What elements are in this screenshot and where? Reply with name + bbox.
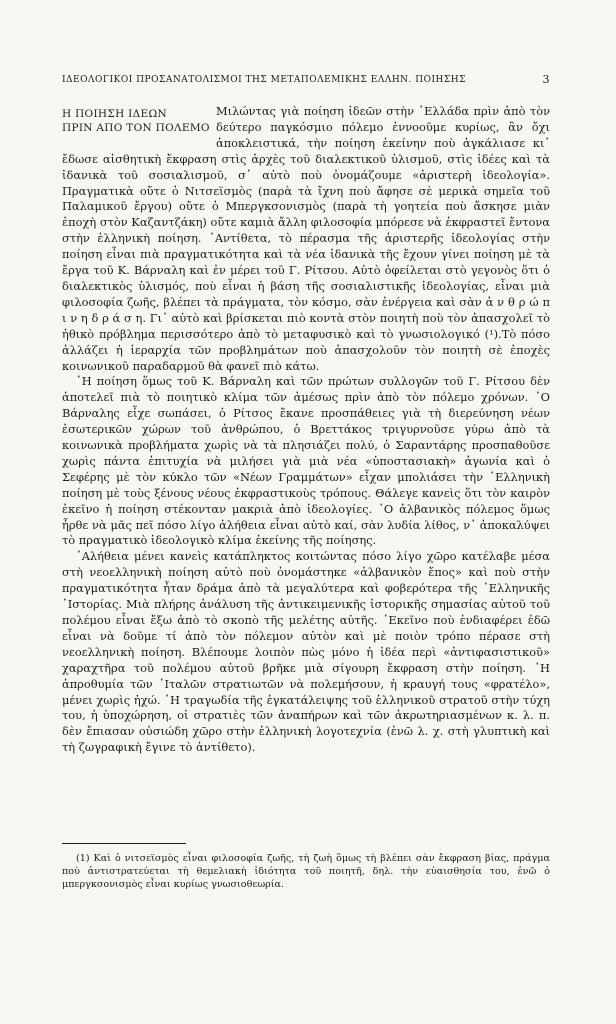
- section-heading-line-2: ΠΡΙΝ ΑΠΟ ΤΟΝ ΠΟΛΕΜΟ: [62, 122, 210, 134]
- running-head: [62, 72, 550, 88]
- section-heading: [62, 107, 210, 135]
- section-heading-line-1: Η ΠΟΙΗΣΗ ΙΔΕΩΝ: [62, 108, 167, 120]
- paragraph: Μιλώντας γιὰ ποίηση ἰδεῶν στὴν ῾Ελλάδα πρὶν ἀπὸ τὸν δεύτερο παγκόσμιο πόλεμο ἐννοοῦμε κυρίως, ἂν ὄχι ἀποκλειστικά, τὴν ποίηση ἐκείνην ποὺ ἀγκάλιασε κι᾿ ἔδωσε αἰσθητικὴ ἔκφραση στὶς ἀρχὲς τοῦ διαλεκτικοῦ ὑλισμοῦ, στὶς ἰδέες καὶ τὰ ἰδανικὰ τοῦ σοσιαλισμοῦ, σ᾿ αὐτὸ ποὺ ὀνομάζουμε «ἀριστερὴ ἰδεολογία». Πραγματικὰ οὔτε ὁ Νιτσεϊσμὸς (παρὰ τὰ ἴχνη ποὺ ἄφησε σὲ μερικὰ σημεῖα τοῦ Παλαμικοῦ ἔργου) οὔτε ὁ Μπεργκσονισμὸς (παρὰ τὴ γοητεία ποὺ ἄσκησε μιὰν ἐποχὴ στὸν Καζαντζάκη) οὔτε καμιὰ ἄλλη φιλοσοφία μπόρεσε νὰ ἐκφραστεῖ ἔντονα στὴν ἑλληνικὴ ποίηση. ᾿Αντίθετα, τὸ πέρασμα τῆς ἀριστερῆς ἰδεολογίας στὴν ποίηση εἶναι πιὰ πραγματικότητα καὶ τὰ νέα ἰδανικὰ τῆς ἔχουν γίνει ποίηση μὲ τὰ ἔργα τοῦ Κ. Βάρναλη καὶ ἐν μέρει τοῦ Γ. Ρίτσου. Αὐτὸ ὀφείλεται στὸ γεγονὸς ὅτι ὁ διαλεκτικὸς ὑλισμός, ποὺ εἶναι ἡ βάση τῆς σοσιαλιστικῆς ἰδεολογίας, εἶναι μιὰ φιλοσοφία ζωῆς, βλέπει τὰ πράγματα, τὸν κόσμο, σὰν ἐνέργεια καὶ σὰν ἀ ν θ ρ ώ π ι ν η δ ρ ά σ η. Γι᾿ αὐτὸ καὶ βρίσκεται πιὸ κοντὰ στὸν ποιητὴ ποὺ τὸν ἀπασχολεῖ τὸ ἠθικὸ πρόβλημα περισσότερο ἀπὸ τὸ μεταφυσικὸ καὶ τὸ γνωσιολογικό (¹).Τὸ πόσο ἀλλάζει ἡ ἱεραρχία τῶν προβλημάτων ποὺ ἀπασχολοῦν τὸν ποιητὴ σὲ ἐποχὲς κοινωνικοῦ παραδαρμοῦ θὰ φανεῖ πιὸ κάτω.: [62, 104, 550, 373]
- paragraph: ῾Η ποίηση ὅμως τοῦ Κ. Βάρναλη καὶ τῶν πρώτων συλλογῶν τοῦ Γ. Ρίτσου δὲν ἀποτελεῖ πιὰ τὸ ποιητικὸ κλίμα τῶν ἀμέσως πρὶν ἀπὸ τὸν πόλεμο χρόνων. ᾿Ο Βάρναλης εἶχε σωπάσει, ὁ Ρίτσος ἔκανε προσπάθειες γιὰ τὴ διερεύνηση νέων ἐσωτερικῶν χώρων τοῦ ἀνθρώπου, ὁ Βρεττάκος τριγυρνοῦσε γύρω ἀπὸ τὰ κοινωνικὰ προβλήματα χωρὶς νὰ τὰ πλησιάζει πολύ, ὁ Σαραντάρης προσπαθοῦσε χωρὶς πάντα ἐπιτυχία νὰ μιλήσει γιὰ μιὰ νέα «ὑποστασιακὴ» ἀγωνία καὶ ὁ Σεφέρης μὲ τὸν κύκλο τῶν «Νέων Γραμμάτων» εἶχαν μπολιάσει τὴν ῾Ελληνικὴ ποίηση μὲ τοὺς ξένους νέους ἐκφραστικοὺς τρόπους. Θάλεγε κανεὶς ὅτι τὸν καιρὸν ἐκεῖνο ἡ ποίηση στέκονταν μακριὰ ἀπὸ ἰδεολογίες. ᾿Ο ἀλβανικὸς πόλεμος ὅμως ἦρθε νὰ μᾶς πεῖ πόσο λίγο ἀλήθεια εἶναι αὐτὸ καί, σὰν λυδία λίθος, ν᾿ ἀποκαλύψει τὸ πραγματικὸ ἰδεολογικὸ κλίμα ἐκείνης τῆς ποίησης.: [62, 374, 550, 548]
- footnote-text: (1) Καὶ ὁ νιτσεϊσμὸς εἶναι φιλοσοφία ζωῆς, τὴ ζωὴ ὅμως τὴ βλέπει σὰν ἔκφραση βίας, πράγμα ποὺ ἀντιστρατεύεται τὴ θεμελιακὴ ἰδιότητα τοῦ ποιητῆ, δηλ. τὴν εὐαισθησία του, ἐνῶ ὁ μπεργκσονισμὸς εἶναι κυρίως γνωσιοθεωρία.: [62, 853, 550, 890]
- paragraph: ᾿Αλήθεια μένει κανεὶς κατάπληκτος κοιτώντας πόσο λίγο χῶρο κατέλαβε μέσα στὴ νεοελληνικὴ ποίηση αὐτὸ ποὺ ὀνομάστηκε «ἀλβανικὸν ἔπος» καὶ ποὺ στὴν πραγματικότητα ἦταν δράμα ἀπὸ τὰ μεγαλύτερα καὶ φοβερότερα τῆς ῾Ελληνικῆς ῾Ιστορίας. Μιὰ πλήρης ἀνάλυση τῆς ἀντικειμενικῆς ἱστορικῆς σημασίας αὐτοῦ τοῦ πολέμου εἶναι ἔξω ἀπὸ τὸ σκοπὸ τῆς μελέτης αὐτῆς. ᾿Εκεῖνο ποὺ ἐνδιαφέρει ἐδῶ εἶναι νὰ δοῦμε τί ἀπὸ τὸν πόλεμον αὐτὸν καὶ μὲ ποιὸν τρόπο πέρασε στὴ νεοελληνικὴ ποίηση. Βλέπουμε λοιπὸν πὼς μόνο ἡ ἰδέα περὶ «ἀντιφασιστικοῦ» χαραχτῆρα τοῦ πολέμου αὐτοῦ βρῆκε μιὰ σίγουρη ἔκφραση στὴν ποίηση. ῾Η ἀπροθυμία τῶν ᾿Ιταλῶν στρατιωτῶν νὰ πολεμήσουν, ἡ κραυγή τους «φρατέλο», μένει χωρὶς ἠχώ. ῾Η τραγωδία τῆς ἐγκατάλειψης τοῦ ἑλληνικοῦ στρατοῦ στὴν τύχη του, ἡ ὑποχώρηση, οἱ στρατιὲς τῶν ἀναπήρων καὶ τῶν ἀκρωτηριασμένων κ. λ. π. δὲν ἔπιασαν οὐσιώδη χῶρο στὴν ἑλληνικὴ λογοτεχνία (ἐνῶ λ. χ. στὴ γλυπτικὴ καὶ τὴ ζωγραφικὴ ἔγινε τὸ ἀντίθετο).: [62, 549, 550, 755]
- footnote-rule: [62, 843, 186, 844]
- running-head-title: ΙΔΕΟΛΟΓΙΚΟΙ ΠΡΟΣΑΝΑΤΟΛΙΣΜΟΙ ΤΗΣ ΜΕΤΑΠΟΛΕΜΙΚΗΣ ΕΛΛΗΝ. ΠΟΙΗΣΗΣ: [62, 75, 466, 85]
- body-text: [62, 104, 550, 756]
- page-number: 3: [542, 73, 550, 86]
- footnote: [62, 852, 550, 891]
